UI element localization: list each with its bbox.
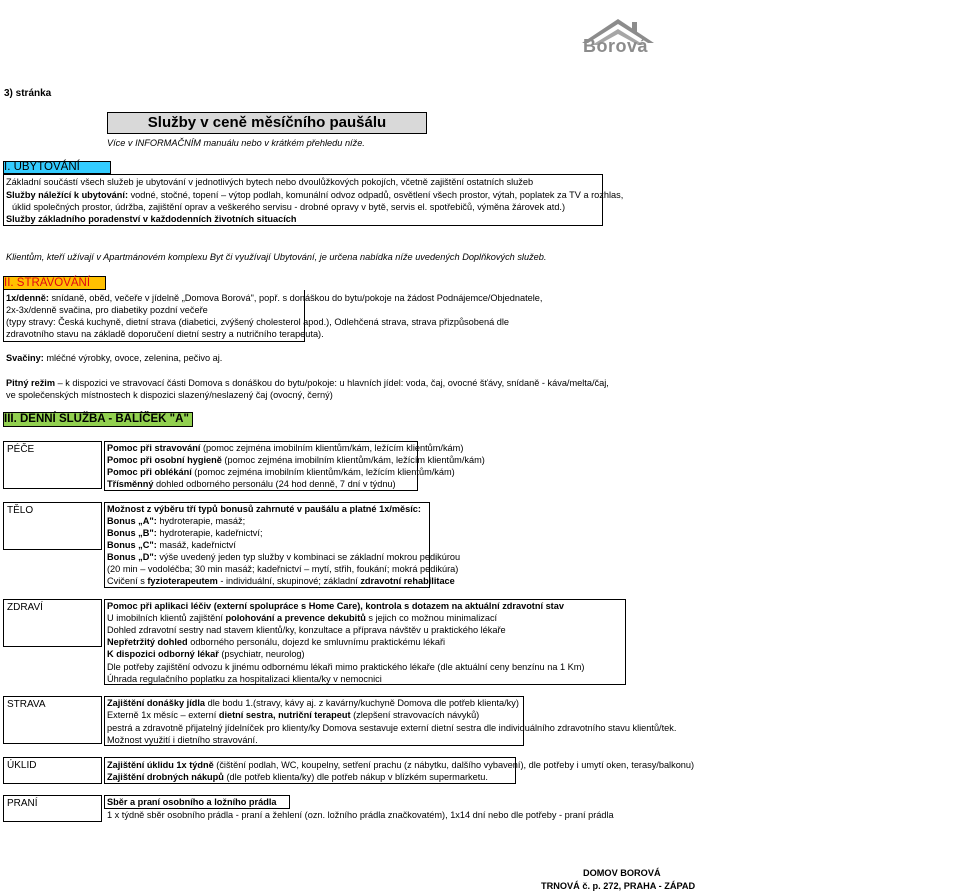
section1-line4: Služby základního poradenství v každodenních životních situacích (6, 214, 297, 224)
section1-line1: Základní součástí všech služeb je ubytování v jednotlivých bytech nebo dvoulůžkových pokojích, včetně zajištění ostatních služeb (6, 177, 534, 187)
section1-line2: Služby náležící k ubytování: vodné, stočné, topení – výtop podlah, komunální odvoz odpadů, osvětlení všech prostor, výtah, poplatek za TV a rozhlas, (6, 190, 624, 200)
section2-line1: 1x/denně: snídaně, oběd, večeře v jídelně „Domova Borová", popř. s donáškou do bytu/pokoje na žádost Podnájemce/Objednatele, (6, 293, 543, 303)
telo-line2: Bonus „A": hydroterapie, masáž; (107, 516, 246, 526)
telo-line6: (20 min – vodoléčba; 30 min masáž; kadeřnictví – mytí, střih, foukání; mokrá pedikúra) (107, 564, 459, 574)
zdravi-line4: Nepřetržitý dohled odborného personálu, dojezd ke smluvnímu praktickému lékaři (107, 637, 446, 647)
telo-line5: Bonus „D": výše uvedený jeden typ služby v kombinaci se základní mokrou pedikúrou (107, 552, 461, 562)
uklid-line1: Zajištění úklidu 1x týdně (čištění podlah, WC, koupelny, setření prachu (z nábytku, dalšího vybavení), dle potřeby i umytí oken, terasy/balkonu) (107, 760, 695, 770)
section2-snacks: Svačiny: mléčné výrobky, ovoce, zelenina, pečivo aj. (6, 353, 223, 363)
strava-line2: Externě 1x měsíc – externí dietní sestra, nutriční terapeut (zlepšení stravovacích návyků) (107, 710, 480, 720)
section1-heading: I. UBYTOVÁNÍ (4, 161, 80, 173)
zdravi-line7: Úhrada regulačního poplatku za hospitalizaci klienta/ky v nemocnici (107, 674, 382, 684)
pece-line1: Pomoc při stravování (pomoc zejména imobilním klientům/kám, ležícím klientům/kám) (107, 443, 464, 453)
telo-line4: Bonus „C": masáž, kadeřnictví (107, 540, 236, 550)
footer-line2: TRNOVÁ č. p. 272, PRAHA - ZÁPAD (541, 881, 696, 891)
category-label-strava: STRAVA (3, 696, 102, 744)
strava-line4: Možnost využití i dietního stravování. (107, 735, 258, 745)
zdravi-line2: U imobilních klientů zajištění polohování a prevence dekubitů s jejich co možnou minimalizací (107, 613, 498, 623)
zdravi-line5: K dispozici odborný lékař (psychiatr, neurolog) (107, 649, 305, 659)
footer-line1: DOMOV BOROVÁ (583, 868, 661, 878)
zdravi-line1: Pomoc při aplikaci léčiv (externí spolupráce s Home Care), kontrola s dotazem na aktuální zdravotní stav (107, 601, 564, 611)
category-label-telo: TĚLO (3, 502, 102, 550)
telo-line3: Bonus „B": hydroterapie, kadeřnictví; (107, 528, 263, 538)
section3-heading: III. DENNÍ SLUŽBA - BALÍČEK "A" (4, 413, 189, 425)
telo-line1: Možnost z výběru tří typů bonusů zahrnuté v paušálu a platné 1x/měsíc: (107, 504, 421, 514)
category-label-uklid: ÚKLID (3, 757, 102, 784)
section2-line3: (typy stravy: Česká kuchyně, dietní strava (diabetici, zvýšený cholesterol apod.), Odlehčená strava, strava přizpůsobená dle (6, 317, 510, 327)
prani-line1: Sběr a praní osobního a ložního prádla (107, 797, 277, 807)
section2-heading: II. STRAVOVÁNÍ (4, 277, 91, 289)
strava-line1: Zajištění donášky jídla dle bodu 1.(stravy, kávy aj. z kavárny/kuchyně Domova dle potřeb klienta/ky) (107, 698, 519, 708)
category-label-prani: PRANÍ (3, 795, 102, 822)
category-label-zdravi: ZDRAVÍ (3, 599, 102, 647)
prani-line2: 1 x týdně sběr osobního prádla - praní a žehlení (ozn. ložního prádla značkovatém), 1x14 dní nebo dle potřeby - praní prádla (107, 810, 614, 820)
category-label-pece: PÉČE (3, 441, 102, 489)
uklid-line2: Zajištění drobných nákupů (dle potřeb klienta/ky) dle potřeb nákup v blízkém supermarketu. (107, 772, 488, 782)
section2-line4: zdravotního stavu na základě doporučení dietní sestry a nutričního terapeuta). (6, 329, 324, 339)
strava-line3: pestrá a zdravotně přijatelný jídelníček pro klienty/ky Domova sestavuje externí dietní sestra dle individuálního zdravotního stavu klientů/tek. (107, 723, 677, 733)
logo-text: Borová (583, 36, 649, 56)
section2-drinks-line2: ve společenských místnostech k dispozici slazený/neslazený čaj (ovocný, černý) (6, 390, 333, 400)
section2-line2: 2x-3x/denně svačina, pro diabetiky pozdní večeře (6, 305, 208, 315)
page-title: Služby v ceně měsíčního paušálu (107, 112, 427, 134)
page-subtitle: Více v INFORMAČNÍM manuálu nebo v krátkém přehledu níže. (107, 138, 365, 148)
zdravi-line6: Dle potřeby zajištění odvozu k jinému odbornému lékaři mimo praktického lékaře (dle aktuální ceny benzínu na 1 Km) (107, 662, 585, 672)
telo-line7: Cvičení s fyzioterapeutem - individuální, skupinové; základní zdravotní rehabilitace (107, 576, 455, 586)
section2-drinks: Pitný režim – k dispozici ve stravovací části Domova s donáškou do bytu/pokoje: u hlavních jídel: voda, čaj, ovocné šťávy, snídaně - káva/melta/čaj, (6, 378, 609, 388)
upsell-note: Klientům, kteří užívají v Apartmánovém komplexu Byt či využívají Ubytování, je určena nabídka níže uvedených Doplňkových služeb. (6, 252, 547, 262)
pece-line2: Pomoc při osobní hygieně (pomoc zejména imobilním klientům/kám, ležícím klientům/kám) (107, 455, 485, 465)
page-label: 3) stránka (4, 88, 52, 99)
pece-line3: Pomoc při oblékání (pomoc zejména imobilním klientům/kám, ležícím klientům/kám) (107, 467, 455, 477)
zdravi-line3: Dohled zdravotní sestry nad stavem klientů/ky, konzultace a příprava návštěv u praktického lékaře (107, 625, 506, 635)
pece-line4: Třísměnný dohled odborného personálu (24 hod denně, 7 dní v týdnu) (107, 479, 396, 489)
section1-line3: úklid společných prostor, údržba, zajištění oprav a veškerého servisu - drobné opravy v bytě, servis el. spotřebičů, výměna žárovek atd.) (12, 202, 566, 212)
